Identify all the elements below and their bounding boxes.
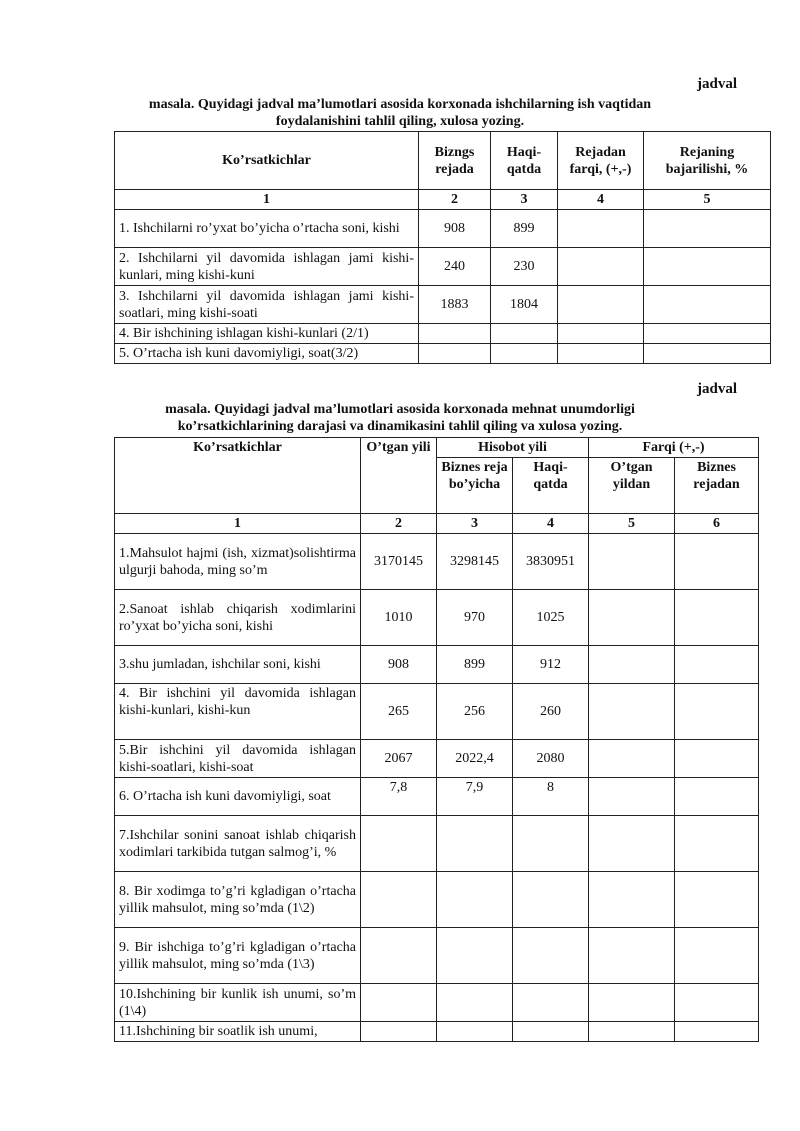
actual-value	[491, 324, 558, 344]
table-row	[115, 248, 771, 286]
actual-value	[491, 344, 558, 364]
row-label: 10.Ishchining bir kunlik ish unumi, so’m (1\4)	[115, 984, 361, 1022]
actual-value: 899	[491, 210, 558, 248]
row-label: 5.Bir ishchini yil davomida ishlagan kishi-soatlari, kishi-soat	[115, 740, 361, 778]
diff-prev-cell	[589, 928, 675, 984]
table2-title-line2: ko’rsatkichlarining darajasi va dinamikasini tahlil qiling va xulosa yozing.	[177, 419, 623, 434]
diff-plan-cell	[675, 684, 759, 740]
table-row	[115, 210, 771, 248]
diff-plan-cell	[675, 928, 759, 984]
actual-value	[513, 872, 589, 928]
actual-value	[513, 1022, 589, 1042]
table-row	[115, 740, 759, 778]
actual-value: 912	[513, 646, 589, 684]
diff-plan-cell	[675, 590, 759, 646]
row-label: 11.Ishchining bir soatlik ish unumi,	[115, 1022, 361, 1042]
diff-prev-cell	[589, 778, 675, 816]
table2-title-line1: masala. Quyidagi jadval ma’lumotlari asosida korxonada mehnat unumdorligi	[165, 402, 635, 417]
plan-value: 240	[419, 248, 491, 286]
table2-header-prev-year: O’tgan yili	[361, 438, 437, 514]
diff-plan-cell	[675, 872, 759, 928]
actual-value	[513, 928, 589, 984]
row-label: 9. Bir ishchiga to’g’ri kgladigan o’rtacha yillik mahsulot, ming so’mda (1\3)	[115, 928, 361, 984]
col-number: 5	[589, 514, 675, 534]
diff-plan-cell	[675, 646, 759, 684]
diff-plan-cell	[675, 534, 759, 590]
diff-plan-cell	[675, 816, 759, 872]
actual-value: 1025	[513, 590, 589, 646]
table-row	[115, 984, 759, 1022]
table-row	[115, 684, 759, 740]
prev-year-value: 7,8	[361, 778, 437, 816]
fulfillment-cell	[644, 248, 771, 286]
actual-value: 3830951	[513, 534, 589, 590]
col-number: 6	[675, 514, 759, 534]
plan-value: 1883	[419, 286, 491, 324]
actual-value	[513, 984, 589, 1022]
table1-col-number-row	[115, 190, 771, 210]
diff-plan-cell	[675, 984, 759, 1022]
prev-year-value	[361, 928, 437, 984]
plan-value	[419, 324, 491, 344]
col-number: 1	[115, 514, 361, 534]
diff-prev-cell	[589, 534, 675, 590]
fulfillment-cell	[644, 324, 771, 344]
plan-value: 256	[437, 684, 513, 740]
diff-cell	[558, 286, 644, 324]
table2-header-from-plan: Biznes rejadan	[675, 458, 759, 514]
prev-year-value	[361, 872, 437, 928]
table1-header-diff: Rejadan farqi, (+,-)	[558, 132, 644, 190]
prev-year-value	[361, 816, 437, 872]
diff-prev-cell	[589, 816, 675, 872]
fulfillment-cell	[644, 344, 771, 364]
diff-prev-cell	[589, 740, 675, 778]
table1	[114, 131, 771, 364]
table1-jadval-label: jadval	[697, 76, 738, 92]
plan-value	[437, 816, 513, 872]
table2	[114, 437, 759, 1042]
diff-cell	[558, 344, 644, 364]
plan-value	[437, 984, 513, 1022]
actual-value: 2080	[513, 740, 589, 778]
diff-plan-cell	[675, 778, 759, 816]
plan-value	[437, 1022, 513, 1042]
table-row	[115, 1022, 759, 1042]
diff-prev-cell	[589, 646, 675, 684]
col-number: 3	[491, 190, 558, 210]
table-row	[115, 816, 759, 872]
prev-year-value: 1010	[361, 590, 437, 646]
prev-year-value	[361, 1022, 437, 1042]
table-row	[115, 872, 759, 928]
table2-header-from-prev-year: O’tgan yildan	[589, 458, 675, 514]
table1-header-indicators: Ko’rsatkichlar	[115, 132, 419, 190]
row-label: 2.Sanoat ishlab chiqarish xodimlarini ro’yxat bo’yicha soni, kishi	[115, 590, 361, 646]
table1-title-line2: foydalanishini tahlil qiling, xulosa yozing.	[275, 114, 525, 129]
diff-prev-cell	[589, 1022, 675, 1042]
plan-value: 908	[419, 210, 491, 248]
prev-year-value: 908	[361, 646, 437, 684]
table1-header-fulfillment: Rejaning bajarilishi, %	[644, 132, 771, 190]
prev-year-value	[361, 984, 437, 1022]
table2-header-row-1	[115, 438, 759, 458]
col-number: 2	[419, 190, 491, 210]
table-row	[115, 928, 759, 984]
actual-value: 8	[513, 778, 589, 816]
fulfillment-cell	[644, 210, 771, 248]
col-number: 4	[558, 190, 644, 210]
fulfillment-cell	[644, 286, 771, 324]
row-label: 7.Ishchilar sonini sanoat ishlab chiqarish xodimlari tarkibida tutgan salmog’i, %	[115, 816, 361, 872]
diff-cell	[558, 324, 644, 344]
actual-value: 1804	[491, 286, 558, 324]
table2-header-actual: Haqi- qatda	[513, 458, 589, 514]
table2-col-number-row	[115, 514, 759, 534]
row-label: 3. Ishchilarni yil davomida ishlagan jami kishi-soatlari, ming kishi-soati	[115, 286, 419, 324]
diff-prev-cell	[589, 872, 675, 928]
table-row	[115, 590, 759, 646]
col-number: 4	[513, 514, 589, 534]
table-row	[115, 286, 771, 324]
table-row	[115, 778, 759, 816]
table-row	[115, 324, 771, 344]
diff-plan-cell	[675, 740, 759, 778]
plan-value	[437, 872, 513, 928]
table2-header-report-year: Hisobot yili	[437, 438, 589, 458]
table2-header-difference: Farqi (+,-)	[589, 438, 759, 458]
actual-value	[513, 816, 589, 872]
table2-header-business-plan: Biznes reja bo’yicha	[437, 458, 513, 514]
diff-cell	[558, 210, 644, 248]
row-label: 3.shu jumladan, ishchilar soni, kishi	[115, 646, 361, 684]
plan-value: 3298145	[437, 534, 513, 590]
table1-title-line1: masala. Quyidagi jadval ma’lumotlari asosida korxonada ishchilarning ish vaqtidan	[148, 97, 652, 112]
actual-value: 230	[491, 248, 558, 286]
row-label: 8. Bir xodimga to’g’ri kgladigan o’rtacha yillik mahsulot, ming so’mda (1\2)	[115, 872, 361, 928]
prev-year-value: 2067	[361, 740, 437, 778]
diff-cell	[558, 248, 644, 286]
row-label: 4. Bir ishchini yil davomida ishlagan kishi-kunlari, kishi-kun	[115, 684, 361, 740]
row-label: 4. Bir ishchining ishlagan kishi-kunlari (2/1)	[115, 324, 419, 344]
plan-value: 899	[437, 646, 513, 684]
table-row	[115, 534, 759, 590]
row-label: 6. O’rtacha ish kuni davomiyligi, soat	[115, 778, 361, 816]
col-number: 1	[115, 190, 419, 210]
table1-header-actual: Haqi- qatda	[491, 132, 558, 190]
table2-header-indicators: Ko’rsatkichlar	[115, 438, 361, 514]
table2-jadval-label: jadval	[697, 381, 738, 397]
plan-value: 7,9	[437, 778, 513, 816]
plan-value: 2022,4	[437, 740, 513, 778]
plan-value: 970	[437, 590, 513, 646]
diff-prev-cell	[589, 984, 675, 1022]
plan-value	[437, 928, 513, 984]
actual-value: 260	[513, 684, 589, 740]
row-label: 1.Mahsulot hajmi (ish, xizmat)solishtirma ulgurji bahoda, ming so’m	[115, 534, 361, 590]
plan-value	[419, 344, 491, 364]
table-row	[115, 344, 771, 364]
col-number: 3	[437, 514, 513, 534]
table1-header-plan: Bizngs rejada	[419, 132, 491, 190]
prev-year-value: 265	[361, 684, 437, 740]
col-number: 5	[644, 190, 771, 210]
row-label: 5. O’rtacha ish kuni davomiyligi, soat(3/2)	[115, 344, 419, 364]
table1-header-row	[115, 132, 771, 190]
diff-prev-cell	[589, 590, 675, 646]
col-number: 2	[361, 514, 437, 534]
row-label: 2. Ishchilarni yil davomida ishlagan jami kishi-kunlari, ming kishi-kuni	[115, 248, 419, 286]
diff-plan-cell	[675, 1022, 759, 1042]
table-row	[115, 646, 759, 684]
row-label: 1. Ishchilarni ro’yxat bo’yicha o’rtacha soni, kishi	[115, 210, 419, 248]
prev-year-value: 3170145	[361, 534, 437, 590]
diff-prev-cell	[589, 684, 675, 740]
